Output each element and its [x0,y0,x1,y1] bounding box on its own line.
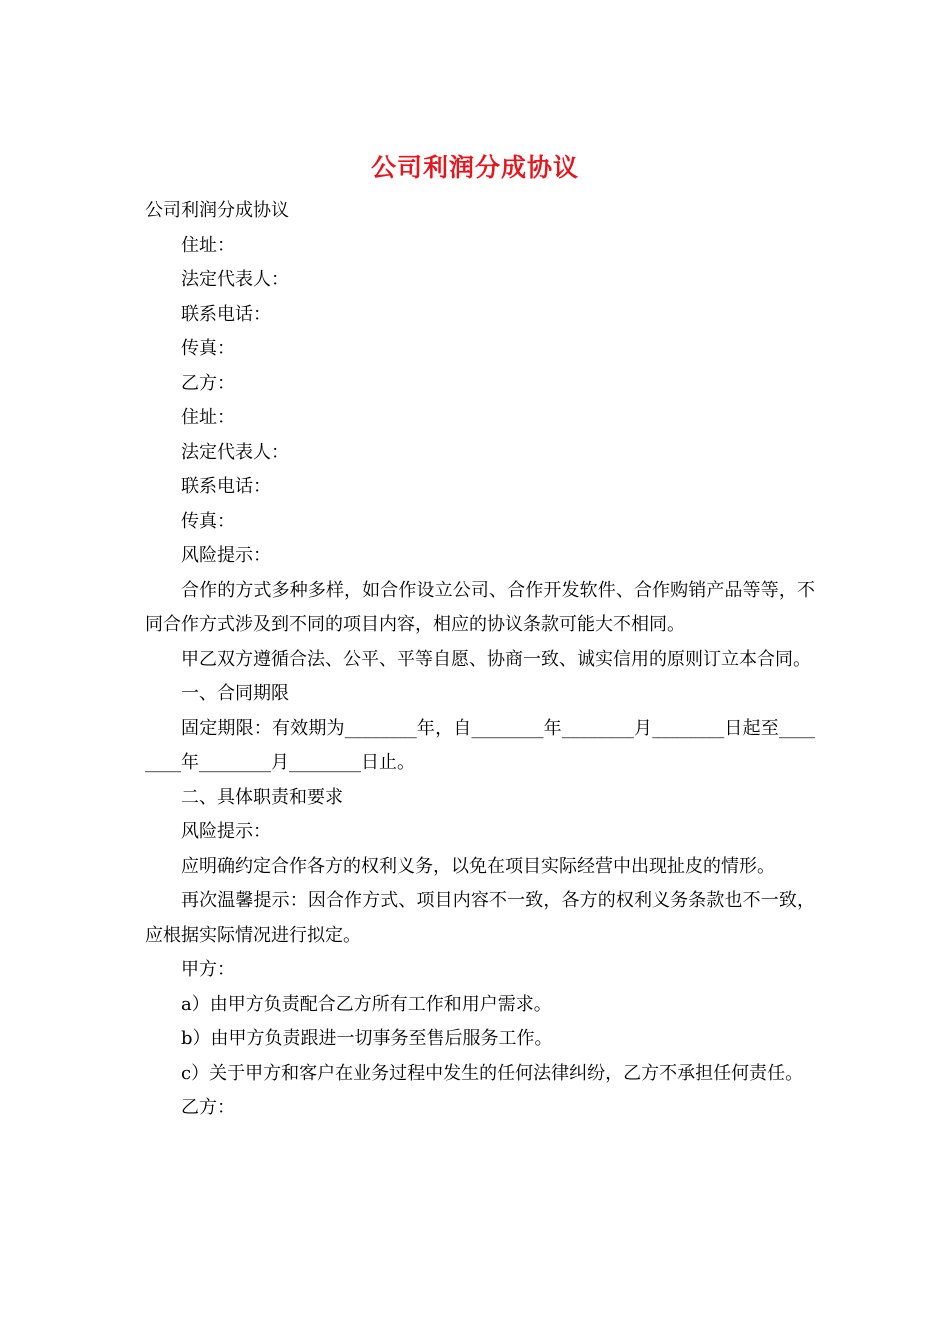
document-body [145,194,815,1126]
paragraph-fax-b: 传真： [181,510,235,532]
section-heading-duties: 二、具体职责和要求 [181,786,343,808]
paragraph-risk-note-2: 风险提示： [181,821,271,842]
paragraph-legal-rep-b: 法定代表人： [181,441,289,463]
paragraph-heading: 公司利润分成协议 [145,200,289,221]
paragraph-phone-b: 联系电话： [181,476,271,497]
paragraph-party-b: 乙方： [181,372,235,394]
document-title: 公司利润分成协议 [370,153,579,182]
list-item-c: c）关于甲方和客户在业务过程中发生的任何法律纠纷，乙方不承担任何责任。 [181,1062,804,1084]
paragraph-phone-a: 联系电话： [181,303,271,325]
list-item-b: b）由甲方负责跟进一切事务至售后服务工作。 [181,1028,553,1049]
paragraph-address-a: 住址： [181,234,235,256]
paragraph-party-a-duties: 甲方： [181,959,235,980]
paragraph-rights-obligations: 应明确约定合作各方的权利义务，以免在项目实际经营中出现扯皮的情形。 [181,855,775,877]
list-item-a: a）由甲方负责配合乙方所有工作和用户需求。 [181,993,552,1015]
paragraph-reminder: 再次温馨提示：因合作方式、项目内容不一致，各方的权利义务条款也不一致，应根据实际情况进行拟定。 [145,890,815,946]
paragraph-fax-a: 传真： [181,338,235,359]
paragraph-fixed-term: 固定期限：有效期为________年，自________年________月________日起至________年________月________日止。 [145,717,815,773]
paragraph-cooperation-modes: 合作的方式多种多样，如合作设立公司、合作开发软件、合作购销产品等等，不同合作方式涉及到不同的项目内容，相应的协议条款可能大不相同。 [145,579,815,635]
paragraph-address-b: 住址： [181,407,235,428]
paragraph-principles: 甲乙双方遵循合法、公平、平等自愿、协商一致、诚实信用的原则订立本合同。 [181,648,811,670]
paragraph-party-b-duties: 乙方： [181,1097,235,1118]
paragraph-risk-note: 风险提示： [181,545,271,566]
section-heading-term: 一、合同期限 [181,683,289,704]
paragraph-legal-rep-a: 法定代表人： [181,269,289,290]
